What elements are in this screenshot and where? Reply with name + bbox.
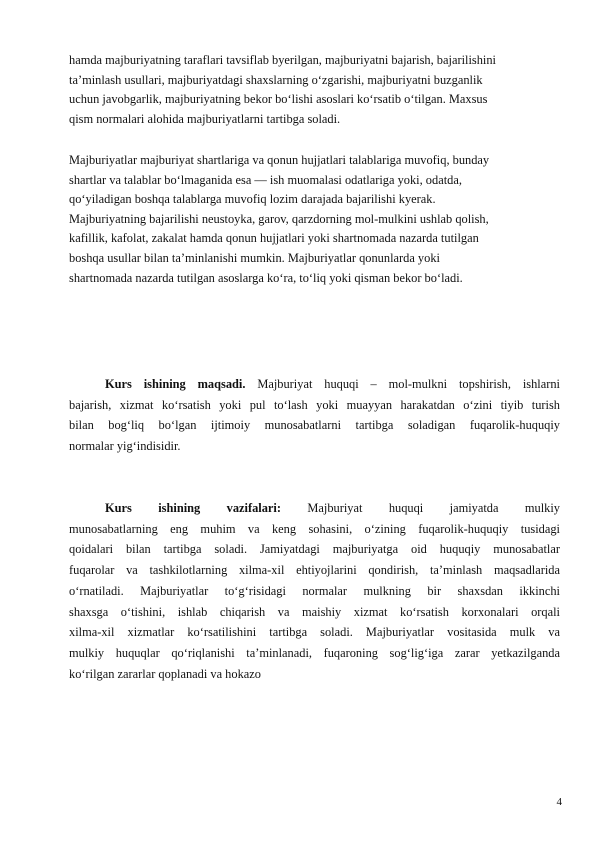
text-line: uchun javobgarlik, majburiyatning bekor bo‘lishi asoslari ko‘rsatib o‘tilgan. Maxsus [69,92,488,107]
text-line: shaxsga o‘tishini, ishlab chiqarish va maishiy xizmat ko‘rsatish korxonalari orqali [69,604,560,619]
text-line: ko‘rilgan zararlar qoplanadi va hokazo [69,666,261,681]
text-line: shartlar va talablar bo‘lmaganida esa — ish muomalasi odatlariga yoki, odatda, [69,172,462,187]
page-number: 4 [556,796,562,808]
text-line: Majburiyatning bajarilishi neustoyka, garov, qarzdorning mol-mulkini ushlab qolish, [69,211,489,226]
paragraph-kurs-ishi-vazifalari [69,498,560,684]
text-line [69,374,560,395]
heading-maqsad: Kurs ishining maqsadi. [105,377,246,391]
text-line: kafillik, kafolat, zakalat hamda qonun hujjatlari yoki shartnomada nazarda tutilgan [69,231,479,246]
text-line: bajarish, xizmat ko‘rsatish yoki pul to‘lash yoki muayyan harakatdan o‘zini tiyib turish [69,397,560,412]
heading-vazifalar: Kurs ishining vazifalari: [105,501,281,515]
paragraph-kurs-ishi-maqsadi [69,374,560,457]
text-fragment: Majburiyat huquqi jamiyatda mulkiy [281,501,560,515]
text-line: boshqa usullar bilan ta’minlanishi mumkin. Majburiyatlar qonunlarda yoki [69,250,440,265]
text-line: qo‘yiladigan boshqa talablarga muvofiq lozim darajada bajarilishi kyerak. [69,192,436,207]
text-line: normalar yig‘indisidir. [69,439,181,454]
text-line [69,498,560,519]
text-line: mulkiy huquqlar qo‘riqlanishi ta’minlanadi, fuqaroning sog‘lig‘iga zarar yetkazilganda [69,645,560,660]
text-line: Majburiyatlar majburiyat shartlariga va qonun hujjatlari talablariga muvofiq, bunday [69,153,490,167]
text-line: shartnomada nazarda tutilgan asoslarga ko‘ra, to‘liq yoki qisman bekor bo‘ladi. [69,270,463,285]
text-line: bilan bog‘liq bo‘lgan ijtimoiy munosabatlarni tartibga soladigan fuqarolik-huquqiy [69,418,560,433]
text-line: o‘rnatiladi. Majburiyatlar to‘g‘risidagi normalar mulkning bir shaxsdan ikkinchi [69,583,560,598]
text-line: qism normalari alohida majburiyatlarni tartibga soladi. [69,111,341,126]
text-line: qoidalari bilan tartibga soladi. Jamiyatdagi majburiyatga oid huquqiy munosabatlar [69,542,560,557]
text-fragment: Majburiyat huquqi – mol-mulkni topshirish, ishlarni [245,377,560,391]
text-line: xilma-xil xizmatlar ko‘rsatilishini tartibga soladi. Majburiyatlar vositasida mulk va [69,625,560,640]
paragraph-majburiyat-bajarilishi [69,151,549,288]
text-line: ta’minlash usullari, majburiyatdagi shaxslarning o‘zgarishi, majburiyatni buzganlik [69,72,483,87]
paragraph-majburiyat-umumiy [69,51,549,129]
text-line: munosabatlarning eng muhim va keng sohasini, o‘zining fuqarolik-huquqiy tusidagi [69,521,560,536]
text-line: fuqarolar va tashkilotlarning xilma-xil ehtiyojlarini qondirish, ta’minlash maqsadlarida [69,563,560,578]
text-line: hamda majburiyatning taraflari tavsiflab byerilgan, majburiyatni bajarish, bajarilishini [69,53,496,67]
